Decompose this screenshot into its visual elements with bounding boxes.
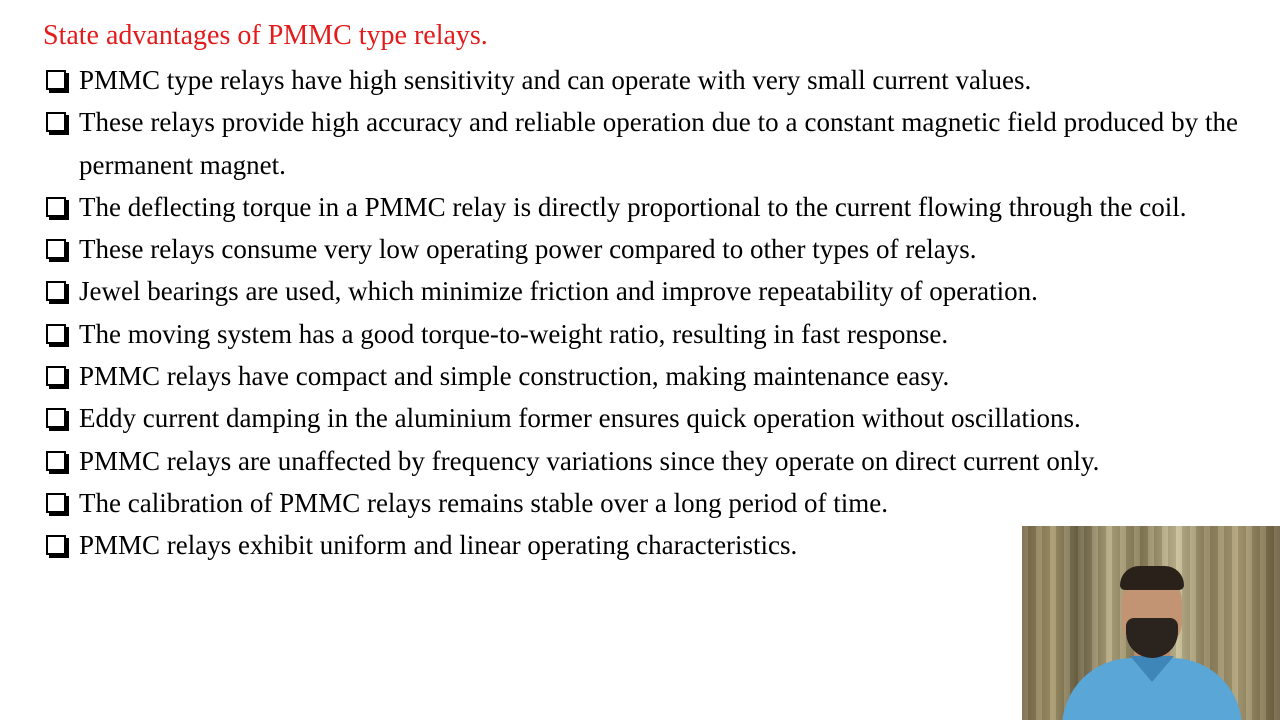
bullet-text: The deflecting torque in a PMMC relay is directly proportional to the current flowing through the coil. — [79, 191, 1187, 222]
checkbox-bullet-icon — [46, 70, 66, 90]
checkbox-bullet-icon — [46, 408, 66, 428]
bullet-text: PMMC relays are unaffected by frequency variations since they operate on direct current only. — [79, 445, 1100, 476]
bullet-item — [44, 59, 1238, 101]
slide-title: State advantages of PMMC type relays. — [43, 20, 488, 51]
checkbox-bullet-icon — [46, 197, 66, 217]
bullet-text: The calibration of PMMC relays remains stable over a long period of time. — [79, 487, 889, 518]
checkbox-bullet-icon — [46, 535, 66, 555]
bullet-item — [44, 482, 1238, 524]
bullet-text: These relays provide high accuracy and reliable operation due to a constant magnetic field produced by the permanent magnet. — [79, 107, 1238, 180]
checkbox-bullet-icon — [46, 366, 66, 386]
bullet-text: These relays consume very low operating power compared to other types of relays. — [79, 234, 977, 265]
checkbox-bullet-icon — [46, 239, 66, 259]
checkbox-bullet-icon — [46, 451, 66, 471]
bullet-item — [44, 440, 1238, 482]
checkbox-bullet-icon — [46, 281, 66, 301]
bullet-item — [44, 228, 1238, 270]
checkbox-bullet-icon — [46, 493, 66, 513]
bullet-text: PMMC relays have compact and simple construction, making maintenance easy. — [79, 361, 950, 392]
bullet-text: Jewel bearings are used, which minimize friction and improve repeatability of operation. — [79, 276, 1038, 307]
bullet-list — [44, 59, 1238, 567]
bullet-item — [44, 313, 1238, 355]
bullet-item — [44, 397, 1238, 439]
bullet-item — [44, 186, 1238, 228]
checkbox-bullet-icon — [46, 324, 66, 344]
bullet-item — [44, 270, 1238, 312]
bullet-text: PMMC relays exhibit uniform and linear operating characteristics. — [79, 530, 798, 561]
presenter-hair — [1120, 566, 1184, 590]
presenter-webcam-overlay — [1022, 526, 1280, 720]
bullet-text: The moving system has a good torque-to-weight ratio, resulting in fast response. — [79, 318, 949, 349]
bullet-text: Eddy current damping in the aluminium former ensures quick operation without oscillations. — [79, 403, 1081, 434]
bullet-item — [44, 101, 1238, 186]
bullet-item — [44, 355, 1238, 397]
checkbox-bullet-icon — [46, 112, 66, 132]
bullet-text: PMMC type relays have high sensitivity and can operate with very small current values. — [79, 65, 1032, 95]
